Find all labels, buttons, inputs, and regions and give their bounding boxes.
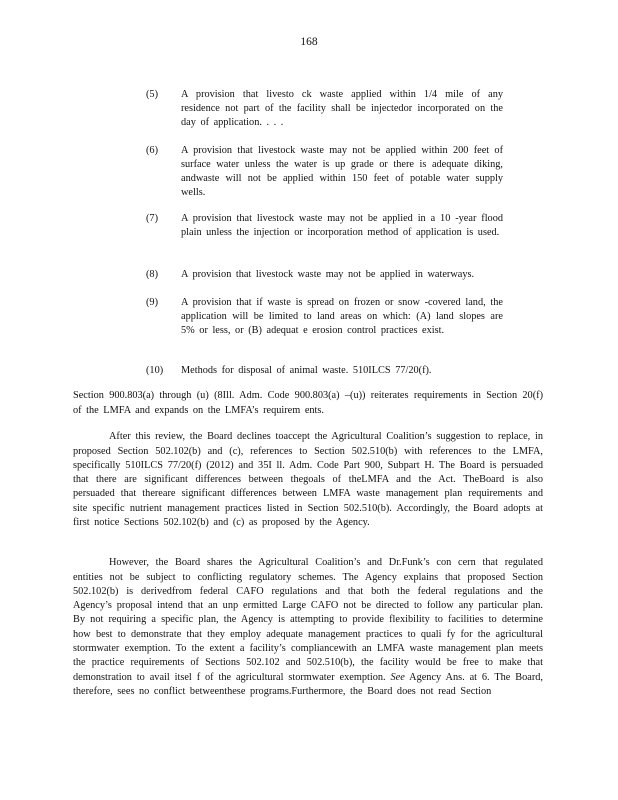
conflict-text-part1: However, the Board shares the Agricultural Coalition’s and Dr.Funk’s con cern that regulated entities not be subject to conflicting regulatory schemes. The Agency explains that proposed Section 502.102(b) is derivedfrom federal CAFO regulations and that both the federal regulations and the Agency’s proposal intend that an unp ermitted Large CAFO not be directed to follow any particular plan. By not requiring a specific plan, the Agency is attempting to provide flexibility to facilities to determine how best to demonstrate that they employ adequate management practices to quali fy for the agricultural stormwater exemption. To the extent a facility’s compliancewith an LMFA waste management plan meets the practice requirements of Sections 502.102 and 502.510(b), the facility would be free to make that demonstration to avail itsel f of the agricultural stormwater exemption. — [73, 557, 543, 683]
list-item-text: A provision that livesto ck waste applied within 1/4 mile of any residence not part of the facility shall be injectedor incorporated on the day of application. . . . — [181, 89, 503, 128]
conflict-paragraph — [73, 556, 543, 699]
page-number: 168 — [300, 36, 318, 48]
list-item-text: A provision that if waste is spread on frozen or snow -covered land, the application will be limited to land areas on which: (A) land slopes are 5% or less, or (B) adequat e erosion control practices exist. — [181, 297, 503, 336]
list-item-number: (10) — [146, 365, 164, 376]
list-item-text: A provision that livestock waste may not be applied within 200 feet of surface water unless the water is up grade or there is adequate diking, andwaste will not be applied within 150 feet of potable water supply wells. — [181, 145, 503, 198]
review-paragraph: After this review, the Board declines toaccept the Agricultural Coalition’s suggestion to replace, in proposed Section 502.102(b) and (c), references to Section 502.510(b) with references to the LMFA, specifically 510ILCS 77/20(f) (2012) and 35I ll. Adm. Code Part 900, Subpart H. The Board is persuaded that there are significant differences between thegoals of theLMFA and the Act. TheBoard is also persuaded that thereare significant differences between LMFA waste management plan requirements and site specific nutrient management practices listed in Section 502.510(b). Accordingly, the Board adopts at first notice Sections 502.102(b) and (c) as proposed by the Agency. — [73, 431, 543, 529]
list-item-text: A provision that livestock waste may not be applied in a 10 -year flood plain unless the injection or incorporation method of application is used. — [181, 213, 503, 238]
citation-signal: See — [390, 671, 405, 683]
section-note-paragraph: Section 900.803(a) through (u) (8Ill. Adm. Code 900.803(a) –(u)) reiterates requirements in Section 20(f) of the LMFA and expands on the LMFA’s requirem ents. — [73, 390, 543, 416]
list-item-text: A provision that livestock waste may not be applied in waterways. — [181, 269, 475, 280]
list-item-number: (9) — [146, 297, 159, 308]
list-item-number: (5) — [146, 89, 159, 100]
list-item-number: (7) — [146, 213, 159, 224]
list-item-number: (8) — [146, 269, 159, 280]
list-item-number: (6) — [146, 145, 159, 156]
list-item-text: Methods for disposal of animal waste. 510ILCS 77/20(f). — [181, 365, 432, 376]
conflict-text-part2: Agency Ans. at 6. The Board, therefore, sees no conflict betweenthese programs.Furthermore, the Board does not read Section — [73, 671, 543, 697]
